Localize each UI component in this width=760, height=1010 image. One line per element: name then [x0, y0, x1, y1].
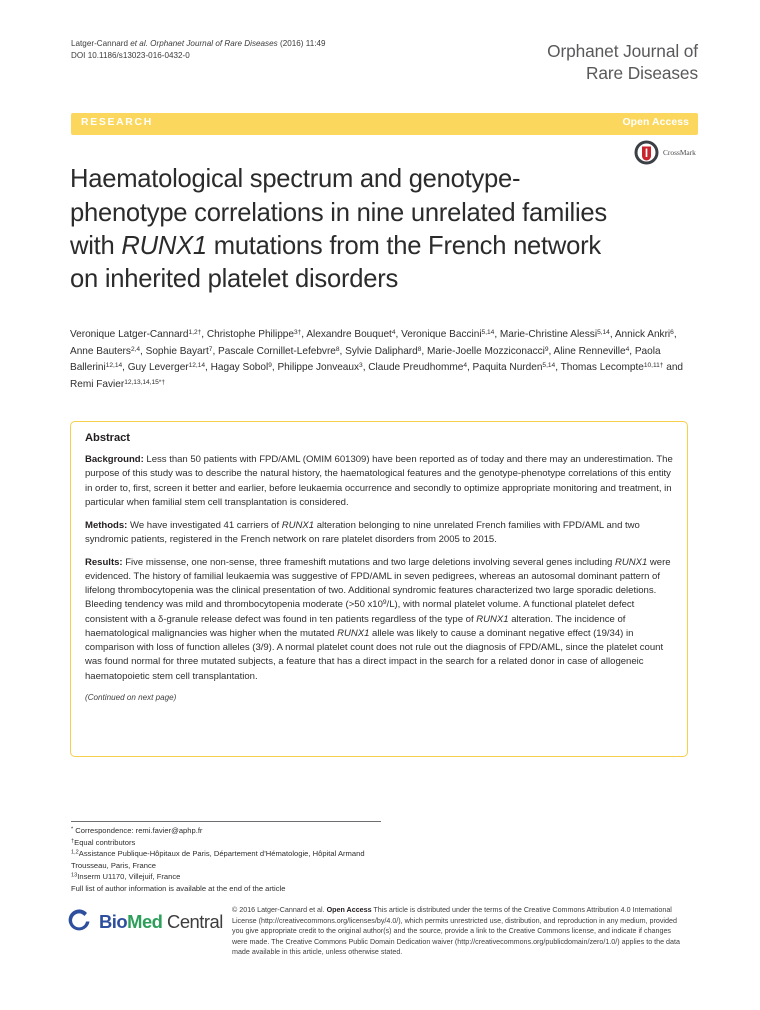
- author-affiliation-marker: 9: [268, 362, 272, 370]
- journal-name-line1: Orphanet Journal of: [547, 41, 698, 61]
- author-name: Annick Ankri: [614, 329, 671, 340]
- author-name: Guy Leverger: [127, 362, 189, 374]
- author-name: Claude Preudhomme: [368, 362, 464, 374]
- crossmark-label: CrossMark: [663, 148, 696, 157]
- author-affiliation-marker: 1,2†: [188, 329, 202, 337]
- footnote-marker: 13: [71, 873, 78, 880]
- author-affiliation-marker: 9: [544, 345, 549, 353]
- footnote-text: Assistance Publique-Hôpitaux de Paris, Département d’Hématologie, Hôpital Armand Trousseau, Paris, France: [71, 849, 365, 870]
- running-head: [71, 38, 491, 63]
- author-name: Thomas Lecompte: [560, 362, 644, 374]
- biomed-arc-icon: [68, 908, 93, 933]
- author-name: Paola Ballerini: [70, 345, 661, 374]
- author-name: Veronique Baccini: [401, 329, 482, 340]
- footnote-line: [71, 871, 401, 883]
- author-name: Veronique Latger-Cannard: [70, 329, 189, 340]
- abstract-section-label: Background:: [85, 454, 144, 465]
- author-name: Sophie Bayart: [145, 345, 209, 357]
- author-name: Marie-Joelle Mozziconacci: [426, 345, 545, 357]
- abstract-gene-name: RUNX1: [476, 613, 509, 625]
- abstract-text-run: alteration. The incidence of haematological malignancies was higher when the mutated: [85, 613, 626, 639]
- footnote-text: Equal contributors: [74, 837, 136, 847]
- continued-note: (Continued on next page): [85, 693, 177, 703]
- article-type-bar: [71, 113, 698, 135]
- author-name: Marie-Christine Alessi: [499, 329, 598, 340]
- footnote-divider: [71, 821, 381, 822]
- footnote-marker: *: [71, 826, 74, 833]
- footnote-block: [71, 825, 401, 895]
- abstract-gene-name: RUNX1: [337, 627, 370, 639]
- author-name: Alexandre Bouquet: [306, 329, 392, 340]
- biomed-central-logo[interactable]: [68, 906, 228, 936]
- author-affiliation-marker: 3: [359, 362, 363, 370]
- author-affiliation-marker: 5,14: [542, 362, 556, 370]
- running-head-doi: DOI 10.1186/s13023-016-0432-0: [71, 51, 190, 61]
- author-affiliation-marker: 5,14: [481, 329, 495, 337]
- author-affiliation-marker: 8: [417, 345, 422, 353]
- running-head-journal: et al. Orphanet Journal of Rare Diseases: [130, 39, 278, 48]
- article-type-label: RESEARCH: [81, 117, 153, 128]
- abstract-gene-name: RUNX1: [614, 556, 648, 568]
- page-title: [70, 163, 610, 297]
- abstract-text-run: We have investigated 41 carriers of: [127, 519, 282, 531]
- open-access-label: Open Access: [622, 117, 689, 128]
- abstract-section: [85, 556, 677, 684]
- running-head-volume: (2016) 11:49: [277, 39, 326, 48]
- logo-text-central: Central: [162, 911, 223, 932]
- logo-text-med: Med: [127, 911, 163, 932]
- license-open-access: Open Access: [326, 906, 372, 914]
- crossmark-badge[interactable]: [634, 140, 706, 166]
- running-head-citation: [71, 38, 491, 50]
- title-gene-name: RUNX1: [121, 231, 207, 260]
- author-affiliation-marker: 10,11†: [643, 362, 664, 370]
- author-name: Pascale Cornillet-Lefebvre: [218, 345, 336, 357]
- author-name: Anne Bauters: [70, 345, 131, 357]
- footnote-text: Inserm U1170, Villejuif, France: [77, 872, 181, 882]
- author-affiliation-marker: 3†: [294, 329, 302, 337]
- abstract-superscript: 9: [382, 599, 387, 607]
- abstract-text-run: Less than 50 patients with FPD/AML (OMIM 601309) have been reported as of today and there may an underestimation. The purpose of this study was to describe the natural history, the haematological features and the genotype-phenotype correlations of this entity in order to, first, screen it better and earlier, before leukaemia occurrence and secondly to optimize appropriate monitoring and treatment, in particular when familial stem cell transplantation is considered.: [85, 454, 673, 508]
- logo-text-bio: Bio: [99, 911, 128, 932]
- author-name: Sylvie Daliphard: [345, 345, 418, 357]
- license-copyright: © 2016 Latger-Cannard et al.: [232, 906, 327, 914]
- footnote-marker: †: [71, 838, 75, 845]
- author-affiliation-marker: 4: [463, 362, 467, 370]
- footnote-marker: 1,2: [71, 849, 79, 856]
- abstract-section: [85, 453, 677, 510]
- abstract-content: [85, 432, 677, 704]
- author-affiliation-marker: 2,4: [130, 345, 141, 353]
- license-body: This article is distributed under the terms of the Creative Commons Attribution 4.0 International License (http://creativecommons.org/licenses/by/4.0/), which permits unrestricted use, distribution, and reproduction in any medium, provided you give appropriate credit to the original author(s) and the source, provide a link to the Creative Commons license, and indicate if changes were made. The Creative Commons Public Domain Dedication waiver (http://creativecommons.org/publicdomain/zero/1.0/) applies to the data made available in this article, unless otherwise stated.: [232, 906, 680, 957]
- running-head-prefix: Latger-Cannard: [71, 39, 131, 48]
- author-affiliation-marker: 12,14: [188, 362, 206, 370]
- crossmark-icon: [634, 140, 659, 165]
- footnote-line: [71, 883, 401, 895]
- footnote-line: [71, 825, 401, 837]
- author-affiliation-marker: 6: [670, 329, 674, 337]
- author-name: Christophe Philippe: [206, 329, 294, 340]
- abstract-text-run: Five missense, one non-sense, three frameshift mutations and two large deletions involving several genes including: [122, 556, 615, 568]
- footnote-text: Full list of author information is available at the end of the article: [71, 883, 286, 893]
- journal-name-line2: Rare Diseases: [585, 63, 698, 83]
- author-name: Remi Favier: [70, 378, 125, 390]
- title-part-1: Haematological spectrum and genotype-phenotype correlations in nine unrelated families with: [70, 165, 607, 260]
- abstract-box: [70, 421, 688, 757]
- biomed-central-wordmark: [99, 911, 223, 933]
- author-name: Philippe Jonveaux: [277, 362, 360, 374]
- author-affiliation-marker: 8: [335, 345, 340, 353]
- footnote-line: [71, 837, 401, 849]
- abstract-heading: Abstract: [85, 432, 130, 444]
- author-affiliation-marker: 12,14: [105, 362, 123, 370]
- author-affiliation-marker: 7: [208, 345, 213, 353]
- abstract-section: [85, 519, 677, 548]
- author-affiliation-marker: 4: [391, 329, 396, 337]
- license-statement: [232, 905, 687, 958]
- author-list: Veronique Latger-Cannard$^{1,2\dagger}$, Christophe Philippe$^{3\dagger}$, Alexandre Bouquet$^4$, Veronique Baccini$^{5,14}$, Marie-Christine Alessi$^{5,14}$, Annick Ankri$^6$, Anne Bauters$^{2,4}$, Sophie Bayart$^7$, Pascale Cornillet-Lefebvre$^8$, Sylvie Daliphard$^8$, Marie-Joelle Mozziconacci$^9$, Aline Renneville$^4$, Paola Ballerini$^{12,14}$, Guy Leverger$^{12,14}$, Hagay Sobol$^9$, Philippe Jonveaux$^3$, Claude Preudhomme$^4$, Paquita Nurden$^{5,14}$, Thomas Lecompte$^{10,11\dagger}$ and Remi Favier$^{12,13,14,15*\dagger}$: [70, 329, 684, 390]
- title-part-2: mutations from the French network on inherited platelet disorders: [70, 231, 601, 294]
- author-name: Aline Renneville: [553, 345, 626, 357]
- abstract-sections: [85, 453, 677, 684]
- abstract-section-label: Methods:: [85, 519, 128, 531]
- author-affiliation-marker: 5,14: [597, 329, 610, 337]
- abstract-text-run: /L), with normal platelet volume. A functional platelet defect consistent with a δ-granule release defect was found in ten patients regardless of the type of: [85, 599, 635, 625]
- footnote-line: [71, 848, 401, 871]
- abstract-gene-name: RUNX1: [281, 519, 315, 531]
- author-name: Hagay Sobol: [210, 362, 269, 374]
- abstract-text-run: alteration belonging to nine unrelated French families with FPD/AML and two syndromic patients, registered in the French network on rare platelet disorders from 2005 to 2015.: [85, 519, 640, 545]
- author-affiliation-marker: 12,13,14,15*†: [124, 379, 165, 387]
- journal-wordmark: [448, 40, 698, 84]
- abstract-section-label: Results:: [85, 556, 123, 568]
- footnote-text: Correspondence: remi.favier@aphp.fr: [73, 826, 203, 835]
- author-affiliation-marker: 4: [625, 345, 630, 353]
- abstract-text-run: allele was likely to cause a dominant negative effect (19/34) in comparison with loss of function alleles (3/9). A normal platelet count does not rule out the diagnosis of FPD/AML, since the platelet count was found normal for three mutated subjects, a feature that has a direct impact in the search for a related donor in case of allogeneic haematopoietic stem cell transplantation.: [85, 627, 664, 682]
- abstract-text-run: were evidenced. The history of familial leukaemia was suggestive of FPD/AML in seven pedigrees, whereas an autosomal dominant pattern of lifelong thrombocytopenia was the clinical presentation of two. Additional syndromic features characterized two large sporadic deletions. Bleeding tendency was mild and thrombocytopenia moderate (>50 x10: [85, 556, 671, 611]
- author-name: Paquita Nurden: [472, 362, 543, 374]
